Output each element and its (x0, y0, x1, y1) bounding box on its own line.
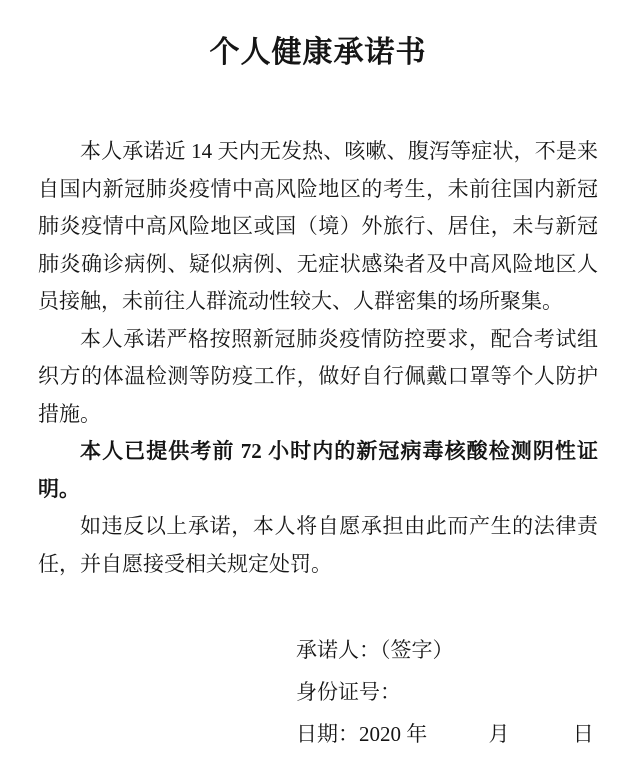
document-body (38, 133, 598, 583)
document-title: 个人健康承诺书 (209, 36, 427, 69)
paragraph-legal-liability: 如违反以上承诺，本人将自愿承担由此而产生的法律责任，并自愿接受相关规定处罚。 (38, 514, 598, 576)
paragraph-nucleic-acid-test: 本人已提供考前 72 小时内的新冠病毒核酸检测阴性证明。 (38, 439, 598, 501)
paragraph-health-status: 本人承诺近 14 天内无发热、咳嗽、腹泻等症状，不是来自国内新冠肺炎疫情中高风险地区的考生，未前往国内新冠肺炎疫情中高风险地区或国（境）外旅行、居住，未与新冠肺炎确诊病例、疑似病例、无症状感染者及中高风险地区人员接触，未前往人群流动性较大、人群密集的场所聚集。 (38, 139, 598, 313)
signer-line: 承诺人：（签字） (296, 638, 454, 662)
signature-block (296, 629, 636, 755)
date-month-label: 月 (488, 722, 510, 746)
date-line (296, 713, 636, 755)
date-day-label: 日 (572, 722, 594, 746)
id-number-line: 身份证号： (296, 680, 401, 704)
paragraph-epidemic-compliance: 本人承诺严格按照新冠肺炎疫情防控要求，配合考试组织方的体温检测等防疫工作，做好自行佩戴口罩等个人防护措施。 (38, 326, 598, 426)
date-year-text: 日期：2020 年 (296, 722, 428, 746)
